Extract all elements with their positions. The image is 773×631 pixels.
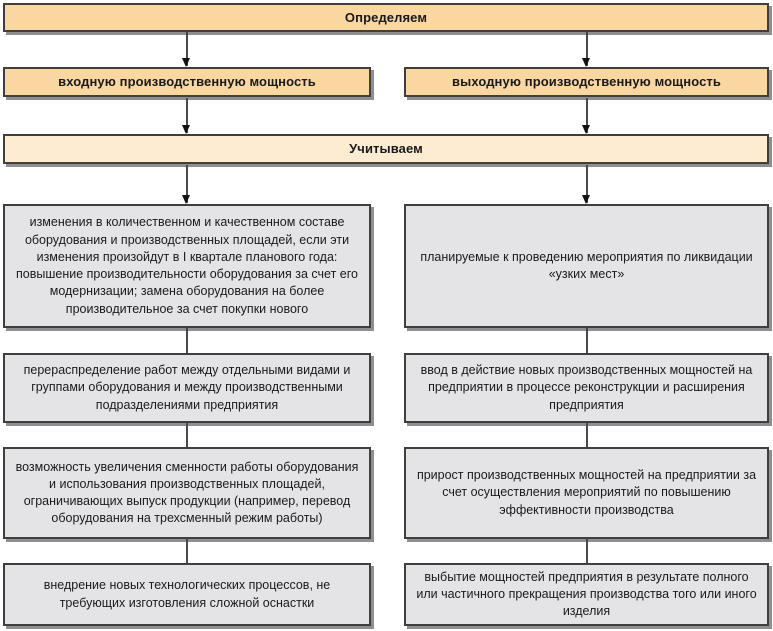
output-capacity-label: выходную производственную мощность bbox=[452, 74, 721, 90]
right-consideration-1-text: планируемые к проведению мероприятия по ликвидации «узких мест» bbox=[420, 249, 753, 281]
arrow-down-icon bbox=[186, 98, 188, 133]
arrow-down-icon bbox=[186, 32, 188, 66]
left-consideration-1 bbox=[3, 204, 371, 328]
right-consideration-3 bbox=[404, 447, 769, 539]
connector-line bbox=[586, 423, 588, 447]
connector-line bbox=[186, 328, 188, 353]
arrow-down-icon bbox=[586, 32, 588, 66]
right-consideration-4-text: выбытие мощностей предприятия в результате полного или частичного прекращения производства того или иного изделия bbox=[416, 569, 757, 619]
left-consideration-1-text: изменения в количественном и качественном составе оборудования и производственных площадей, если эти изменения произойдут в I квартале планового года: повышение производительности оборудования за счет его модернизации; замена оборудования на более производительное за счет покупки нового bbox=[16, 215, 358, 316]
left-consideration-3 bbox=[3, 447, 371, 539]
left-consideration-4-text: внедрение новых технологических процессов, не требующих изготовления сложной оснастки bbox=[43, 578, 331, 610]
connector-line bbox=[586, 539, 588, 563]
arrow-down-icon bbox=[186, 165, 188, 203]
arrow-down-icon bbox=[586, 165, 588, 203]
connector-line bbox=[186, 539, 188, 563]
right-consideration-3-text: прирост производственных мощностей на предприятии за счет осуществления мероприятий по повышению эффективности производства bbox=[416, 468, 757, 517]
connector-line bbox=[186, 423, 188, 447]
left-consideration-3-text: возможность увеличения сменности работы оборудования и использования производственных площадей, ограничивающих выпуск продукции (например, перевод оборудования на трехсменный режим работы) bbox=[15, 459, 359, 526]
arrow-down-icon bbox=[586, 98, 588, 133]
determine-banner-label: Определяем bbox=[344, 9, 428, 25]
output-capacity-box bbox=[404, 67, 769, 97]
consider-banner bbox=[3, 134, 769, 164]
input-capacity-box bbox=[3, 67, 371, 97]
consider-banner-label: Учитываем bbox=[349, 141, 423, 157]
determine-banner bbox=[3, 3, 769, 32]
left-consideration-4 bbox=[3, 563, 371, 626]
left-consideration-2-text: перераспределение работ между отдельными видами и группами оборудования и между производственными подразделениями предприятия bbox=[23, 363, 351, 412]
left-consideration-2 bbox=[3, 353, 371, 423]
connector-line bbox=[586, 328, 588, 353]
right-consideration-1 bbox=[404, 204, 769, 328]
right-consideration-2 bbox=[404, 353, 769, 423]
right-consideration-4 bbox=[404, 563, 769, 626]
input-capacity-label: входную производственную мощность bbox=[58, 74, 316, 90]
right-consideration-2-text: ввод в действие новых производственных мощностей на предприятии в процессе реконструкции и расширения предприятия bbox=[420, 363, 753, 412]
